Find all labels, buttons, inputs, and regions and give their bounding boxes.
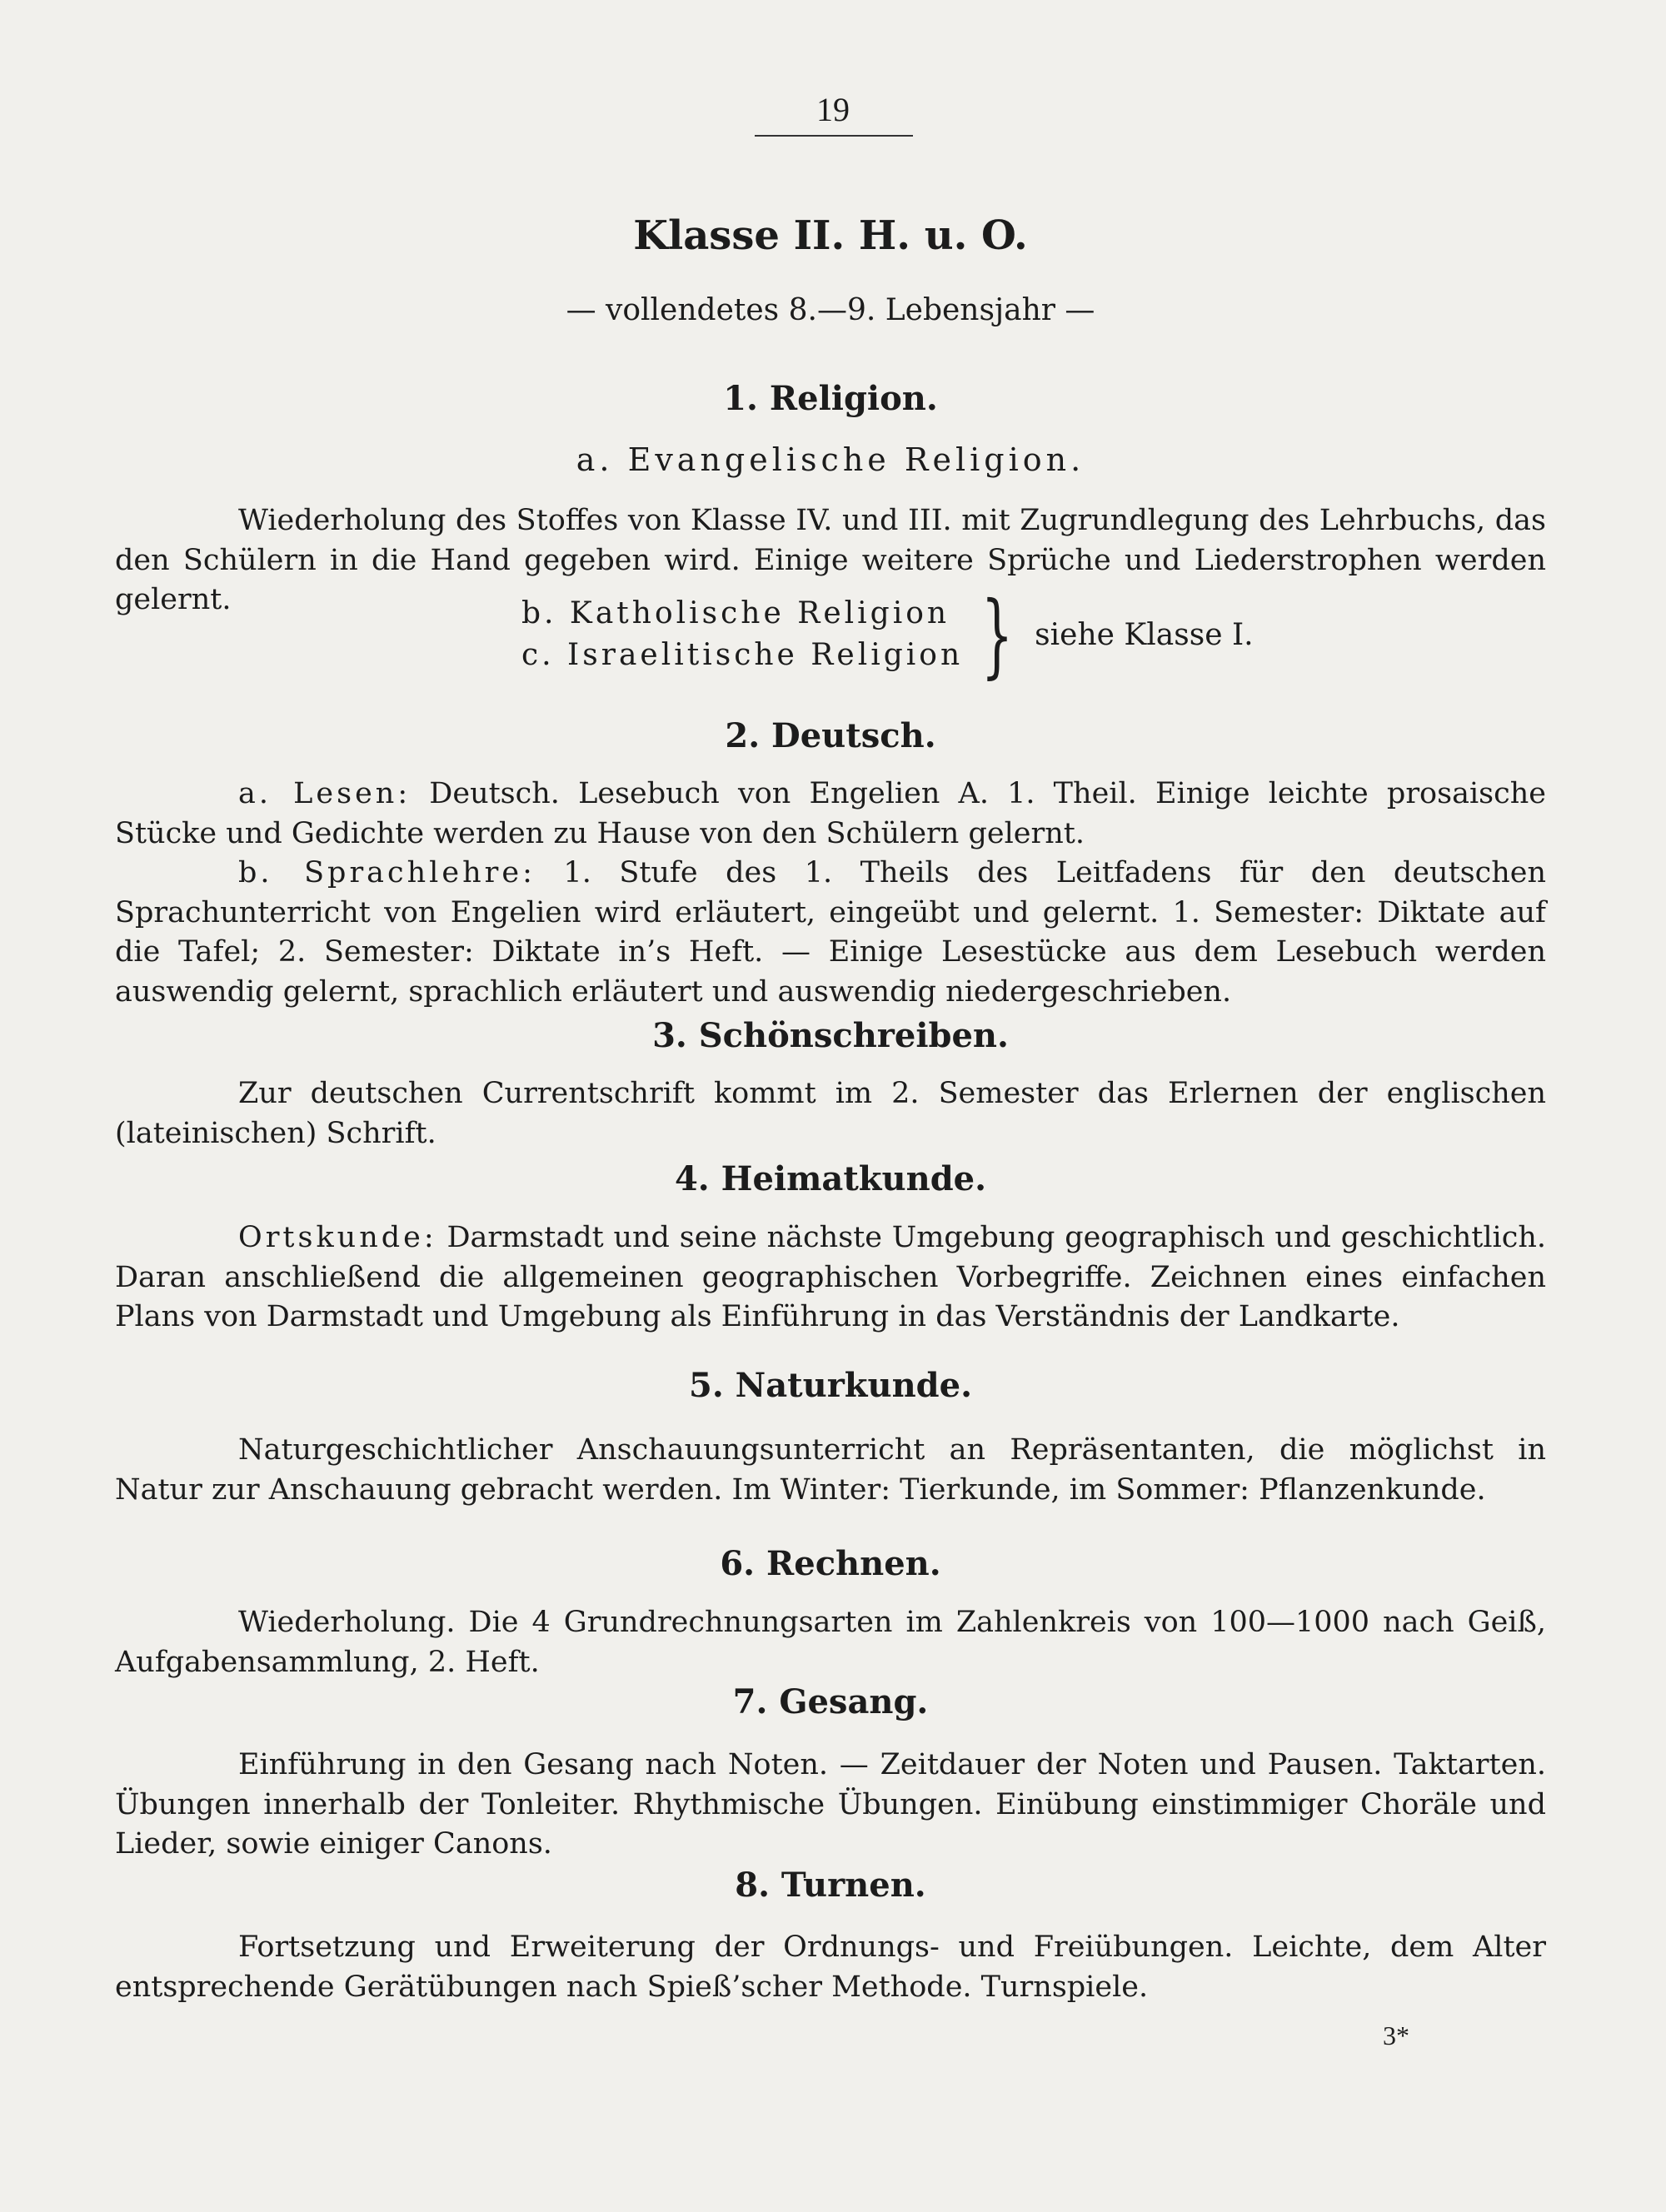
turnen-paragraph: Fortsetzung und Erweiterung der Ordnungs- und Freiübungen. Leichte, dem Alter entsprechende Gerätübungen nach Spieß’scher Methode. Turnspiele. xyxy=(115,1931,1546,2004)
signature-mark: 3* xyxy=(1383,2020,1409,2050)
sprachlehre-text: 1. Stufe des 1. Theils des Leitfadens für den deutschen Sprachunterricht von Engelien wird erläutert, eingeübt und gelernt. 1. Semester: Diktate auf die Tafel; 2. Semester: Diktate in’s Heft. — Einige Lesestücke aus dem Lesebuch werden auswendig gelernt, sprachlich erläutert und auswendig niedergeschrieben. xyxy=(115,856,1546,1009)
schoenschreiben-text xyxy=(115,1074,1546,1153)
religion-bracket-group xyxy=(521,581,1254,688)
age-line: — vollendetes 8.—9. Lebensjahr — xyxy=(566,293,1095,327)
gesang-heading: 7. Gesang. xyxy=(732,1682,929,1721)
page-number: 19 xyxy=(816,91,850,128)
class-title: Klasse II. H. u. O. xyxy=(633,212,1028,259)
evangelisch-paragraph: Wiederholung des Stoffes von Klasse IV. und III. mit Zugrundlegung des Lehrbuchs, das den Schülern in die Hand gegeben wird. Einige weitere Sprüche und Liederstrophen werden gelernt. xyxy=(115,504,1546,616)
heimatkunde-heading: 4. Heimatkunde. xyxy=(674,1159,987,1198)
bracket-lines xyxy=(521,593,963,676)
curly-bracket: } xyxy=(980,581,1014,688)
naturkunde-heading: 5. Naturkunde. xyxy=(688,1366,973,1405)
bracket-note: siehe Klasse I. xyxy=(1035,617,1254,652)
rechnen-heading: 6. Rechnen. xyxy=(720,1544,941,1583)
deutsch-heading: 2. Deutsch. xyxy=(725,716,936,755)
heimatkunde-text xyxy=(115,1218,1546,1338)
sprachlehre-paragraph xyxy=(115,854,1546,1012)
naturkunde-text xyxy=(115,1431,1546,1510)
page-number-rule xyxy=(755,135,913,137)
ortskunde-label: Ortskunde: xyxy=(238,1221,437,1254)
katholisch-line: b. Katholische Religion xyxy=(521,596,950,630)
sprachlehre-label: b. Sprachlehre: xyxy=(238,856,536,889)
deutsch-text xyxy=(115,775,1546,1012)
schoenschreiben-paragraph: Zur deutschen Currentschrift kommt im 2. Semester das Erlernen der englischen (lateinischen) Schrift. xyxy=(115,1077,1546,1150)
rechnen-text xyxy=(115,1603,1546,1682)
israelitisch-line: c. Israelitische Religion xyxy=(521,638,964,672)
schoenschreiben-heading: 3. Schönschreiben. xyxy=(652,1016,1009,1055)
gesang-paragraph: Einführung in den Gesang nach Noten. — Zeitdauer der Noten und Pausen. Taktarten. Übungen innerhalb der Tonleiter. Rhythmische Übungen. Einübung einstimmiger Choräle und Lieder, sowie einiger Canons. xyxy=(115,1748,1546,1861)
rechnen-paragraph: Wiederholung. Die 4 Grundrechnungsarten im Zahlenkreis von 100—1000 nach Geiß, Aufgabensammlung, 2. Heft. xyxy=(115,1606,1546,1679)
lesen-label: a. Lesen: xyxy=(238,777,412,810)
lesen-paragraph xyxy=(115,775,1546,854)
naturkunde-paragraph: Naturgeschichtlicher Anschauungsunterricht an Repräsentanten, die möglichst in Natur zur Anschauung gebracht werden. Im Winter: Tierkunde, im Sommer: Pflanzenkunde. xyxy=(115,1433,1546,1507)
ortskunde-text: Darmstadt und seine nächste Umgebung geographisch und geschichtlich. Daran anschließend die allgemeinen geographischen Vorbegriffe. Zeichnen eines einfachen Plans von Darmstadt und Umgebung als Einführung in das Verständnis der Landkarte. xyxy=(115,1221,1546,1333)
gesang-text xyxy=(115,1746,1546,1865)
turnen-heading: 8. Turnen. xyxy=(735,1866,926,1905)
lesen-text: Deutsch. Lesebuch von Engelien A. 1. Theil. Einige leichte prosaische Stücke und Gedichte werden zu Hause von den Schülern gelernt. xyxy=(115,777,1546,850)
evangelisch-heading: a. Evangelische Religion. xyxy=(576,441,1085,478)
heimatkunde-paragraph xyxy=(115,1218,1546,1338)
religion-heading: 1. Religion. xyxy=(723,379,938,418)
turnen-text xyxy=(115,1928,1546,2007)
